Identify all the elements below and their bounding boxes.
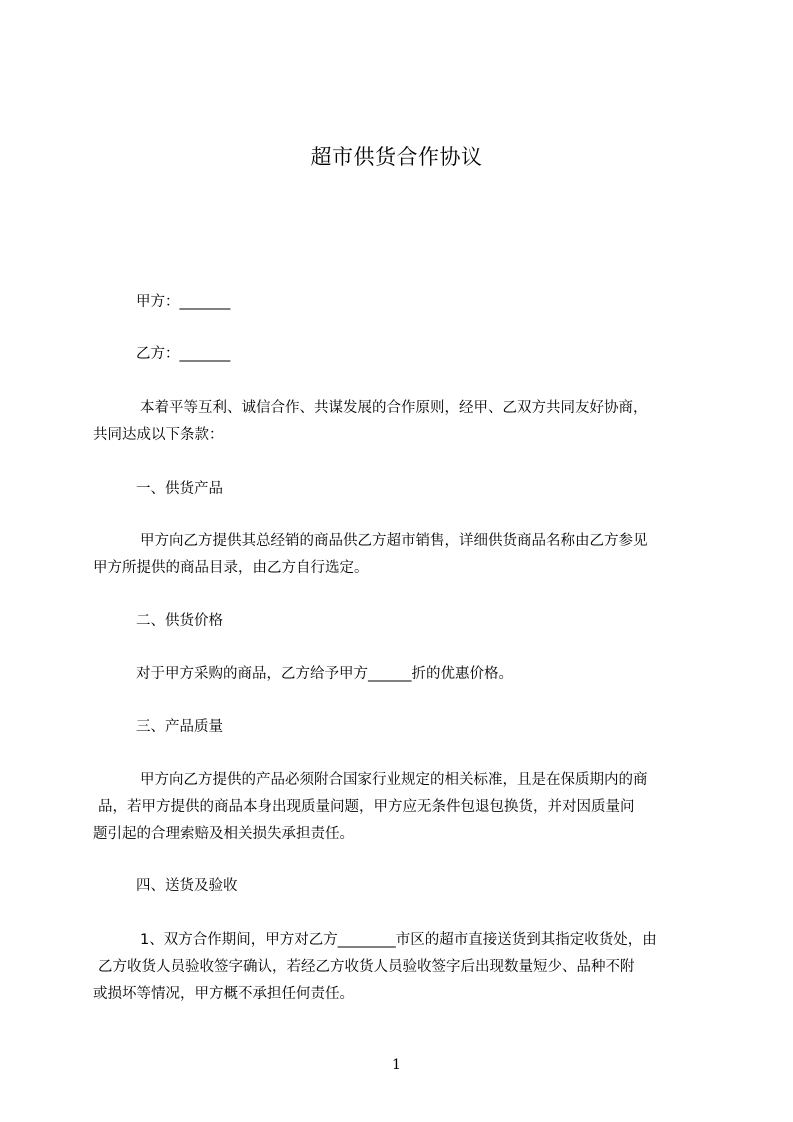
section-1-line-1: 甲方向乙方提供其总经销的商品供乙方超市销售，详细供货商品名称由乙方参见 xyxy=(140,533,648,549)
section-3-line-2: 品，若甲方提供的商品本身出现质量问题，甲方应无条件包退包换货，并对因质量问 xyxy=(98,799,635,815)
preamble-line-1: 本着平等互利、诚信合作、共谋发展的合作原则，经甲、乙双方共同友好协商， xyxy=(140,400,648,416)
party-b-line: 乙方：_______ xyxy=(136,346,231,362)
section-2-line-1: 对于甲方采购的商品，乙方给予甲方______折的优惠价格。 xyxy=(136,666,513,682)
section-3-line-3: 题引起的合理索赔及相关损失承担责任。 xyxy=(93,826,354,842)
page-number: 1 xyxy=(392,1057,401,1073)
section-4-line-2: 乙方收货人员验收签字确认，若经乙方收货人员验收签字后出现数量短少、品种不附 xyxy=(98,959,635,975)
section-3-line-1: 甲方向乙方提供的产品必须附合国家行业规定的相关标准，且是在保质期内的商 xyxy=(140,772,648,788)
preamble-line-2: 共同达成以下条款： xyxy=(93,427,224,443)
section-1-line-2: 甲方所提供的商品目录，由乙方自行选定。 xyxy=(93,560,369,576)
document-title: 超市供货合作协议 xyxy=(310,145,483,169)
section-2-heading: 二、供货价格 xyxy=(136,613,223,629)
section-4-heading: 四、送货及验收 xyxy=(136,878,238,894)
section-1-heading: 一、供货产品 xyxy=(136,481,223,497)
section-4-line-3: 或损坏等情况，甲方概不承担任何责任。 xyxy=(93,986,354,1002)
section-3-heading: 三、产品质量 xyxy=(136,719,223,735)
party-a-line: 甲方：_______ xyxy=(136,294,231,310)
section-4-line-1: 1、双方合作期间，甲方对乙方________市区的超市直接送货到其指定收货处，由 xyxy=(140,932,657,948)
